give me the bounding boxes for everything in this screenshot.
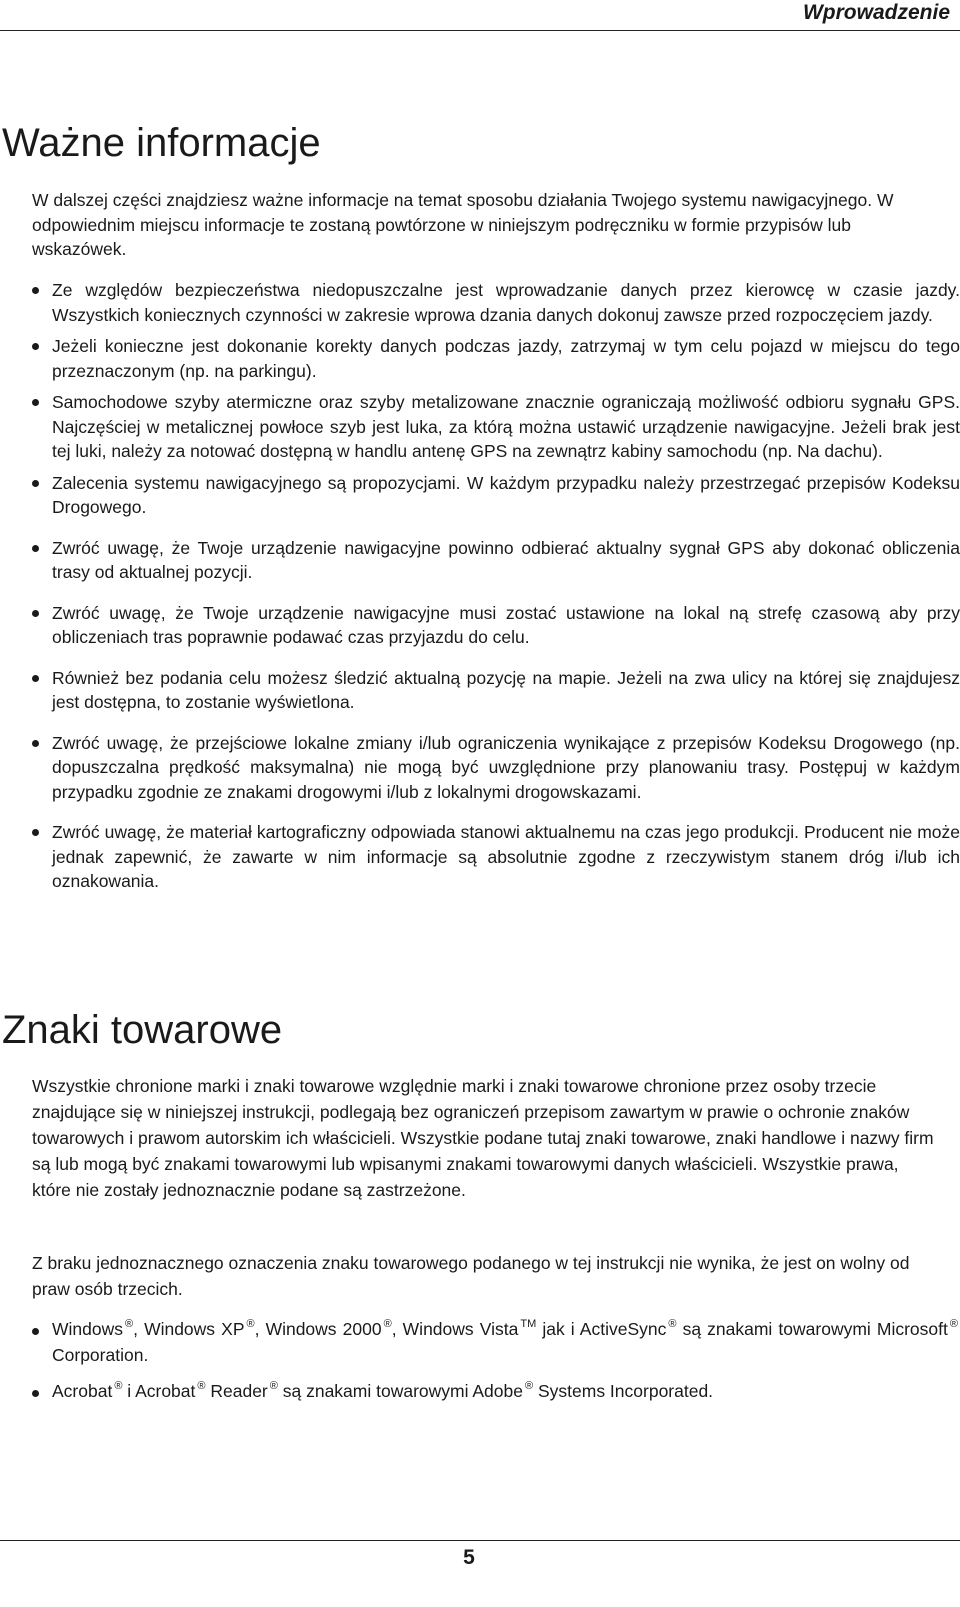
brand-activesync: jak i ActiveSync <box>536 1319 667 1339</box>
trademarks-paragraph: Wszystkie chronione marki i znaki towarowe względnie marki i znaki towarowe chronione przez osoby trzecie znajdujące się w niniejszej instrukcji, podlegają bez ograniczeń przepisom zawartym w prawie o ochronie znaków towarowych i prawom autorskim ich właścicieli. Wszystkie podane tutaj znaki towarowe, znaki handlowe i nazwy firm są lub mogą być znakami towarowymi lub wpisanymi znakami towarowymi danych właścicieli. Wszystkie prawa, które nie zostały jednoznacznie podane są zastrzeżone. <box>32 1076 934 1200</box>
section-heading-trademarks: Znaki towarowe <box>2 1008 283 1052</box>
list-item-text: Jeżeli konieczne jest dokonanie korekty danych podczas jazdy, zatrzymaj w tym celu pojazd w miejscu do tego przeznaczonym (np. na parkingu). <box>52 336 960 381</box>
registered-mark: ® <box>197 1380 206 1392</box>
brand-reader: Reader <box>205 1381 268 1401</box>
footer-rule <box>0 1540 960 1541</box>
bullet-icon <box>32 1390 39 1397</box>
bullet-icon <box>32 545 39 552</box>
brand-windows-xp: , Windows XP <box>133 1319 245 1339</box>
brand-corporation: Corporation. <box>52 1345 149 1365</box>
list-item-text: Zwróć uwagę, że przejściowe lokalne zmiany i/lub ograniczenia wynikające z przepisów Kodeksu Drogowego (np. dopuszczalna prędkość maksymalna) nie mogą być uwzględnione przy planowaniu trasy. Postępuj w każdym przypadku zgodnie ze znakami drogowymi i/lub z lokalnymi drogowskazami. <box>52 732 960 802</box>
bullet-icon <box>32 343 39 350</box>
list-item-text: Zwróć uwagę, że Twoje urządzenie nawigacyjne powinno odbierać aktualny sygnał GPS aby dokonać obliczenia trasy od aktualnej pozycji. <box>52 537 960 582</box>
trademarks-list <box>0 1316 960 1404</box>
list-item-text: Również bez podania celu możesz śledzić aktualną pozycję na mapie. Jeżeli na zwa ulicy na której się znajdujesz jest dostępna, to zostanie wyświetlona. <box>52 667 960 712</box>
list-item <box>0 820 960 894</box>
list-item-text: Zwróć uwagę, że Twoje urządzenie nawigacyjne musi zostać ustawione na lokal ną strefę czasową aby przy obliczeniach tras poprawnie podawać czas przyjazdu do celu. <box>52 602 960 647</box>
list-item <box>0 334 960 383</box>
brand-windows: Windows <box>52 1319 123 1339</box>
registered-mark: ® <box>269 1380 278 1392</box>
brand-windows-vista: , Windows Vista <box>391 1319 519 1339</box>
registered-mark: ® <box>949 1318 958 1330</box>
section-heading-important-info: Ważne informacje <box>2 121 321 165</box>
list-item-text: Zalecenia systemu nawigacyjnego są propozycjami. W każdym przypadku należy przestrzegać przepisów Kodeksu Drogowego. <box>52 472 960 517</box>
list-item-text <box>52 1316 958 1368</box>
list-item-text: Zwróć uwagę, że materiał kartograficzny odpowiada stanowi aktualnemu na czas jego produkcji. Producent nie może jednak zapewnić, że zawarte w nim informacje są absolutnie zgodne z rzeczywistym stanem dróg i/lub ich oznakowania. <box>52 822 960 891</box>
bullet-icon <box>32 740 39 747</box>
list-item <box>0 1378 960 1404</box>
brand-acrobat-2: i Acrobat <box>122 1381 196 1401</box>
list-item <box>0 390 960 464</box>
registered-mark: ® <box>525 1380 534 1392</box>
registered-mark: ® <box>114 1380 123 1392</box>
list-item <box>0 666 960 715</box>
bullet-icon <box>32 610 39 617</box>
bullet-icon <box>32 675 39 682</box>
list-item-text: Samochodowe szyby atermiczne oraz szyby metalizowane znacznie ograniczają możliwość odbioru sygnału GPS. Najczęściej w metalicznej powłoce szyb jest luka, za którą można ustawić urządzenie nawigacyjne. Jeżeli brak jest tej luki, należy za notować dostępną w handlu antenę GPS na zewnątrz kabiny samochodu (np. Na dachu). <box>52 392 960 461</box>
brand-systems: Systems Incorporated. <box>533 1381 714 1401</box>
list-item <box>0 278 960 327</box>
bullet-icon <box>32 480 39 487</box>
list-item <box>0 471 960 520</box>
intro-paragraph: W dalszej części znajdziesz ważne informacje na temat sposobu działania Twojego systemu nawigacyjnego. W odpowiednim miejscu informacje te zostaną powtórzone w niniejszym podręczniku w formie przypisów lub wskazówek. <box>32 190 894 259</box>
list-item <box>0 536 960 585</box>
list-item <box>0 601 960 650</box>
bullet-icon <box>32 287 39 294</box>
page-number: 5 <box>463 1546 475 1569</box>
running-header: Wprowadzenie <box>802 1 950 24</box>
header-rule <box>0 30 960 31</box>
bullet-icon <box>32 829 39 836</box>
registered-mark: ® <box>246 1318 255 1330</box>
trademark-mark: TM <box>520 1318 537 1330</box>
brand-microsoft: są znakami towarowymi Microsoft <box>676 1319 948 1339</box>
brand-windows-2000: , Windows 2000 <box>254 1319 382 1339</box>
bullet-icon <box>32 1328 39 1335</box>
registered-mark: ® <box>125 1318 134 1330</box>
registered-mark: ® <box>383 1318 392 1330</box>
bullet-icon <box>32 399 39 406</box>
brand-acrobat: Acrobat <box>52 1381 113 1401</box>
brand-adobe: są znakami towarowymi Adobe <box>277 1381 523 1401</box>
list-item-text: Ze względów bezpieczeństwa niedopuszczalne jest wprowadzanie danych przez kierowcę w czasie jazdy. Wszystkich koniecznych czynności w zakresie wprowa dzania danych dokonuj zawsze przed rozpoczęciem jazdy. <box>52 280 960 325</box>
trademarks-disclaimer-paragraph: Z braku jednoznacznego oznaczenia znaku towarowego podanego w tej instrukcji nie wynika, że jest on wolny od praw osób trzecich. <box>32 1253 910 1299</box>
list-item-text <box>52 1378 958 1404</box>
important-info-list <box>0 278 960 894</box>
registered-mark: ® <box>668 1318 677 1330</box>
list-item <box>0 731 960 805</box>
list-item <box>0 1316 960 1368</box>
